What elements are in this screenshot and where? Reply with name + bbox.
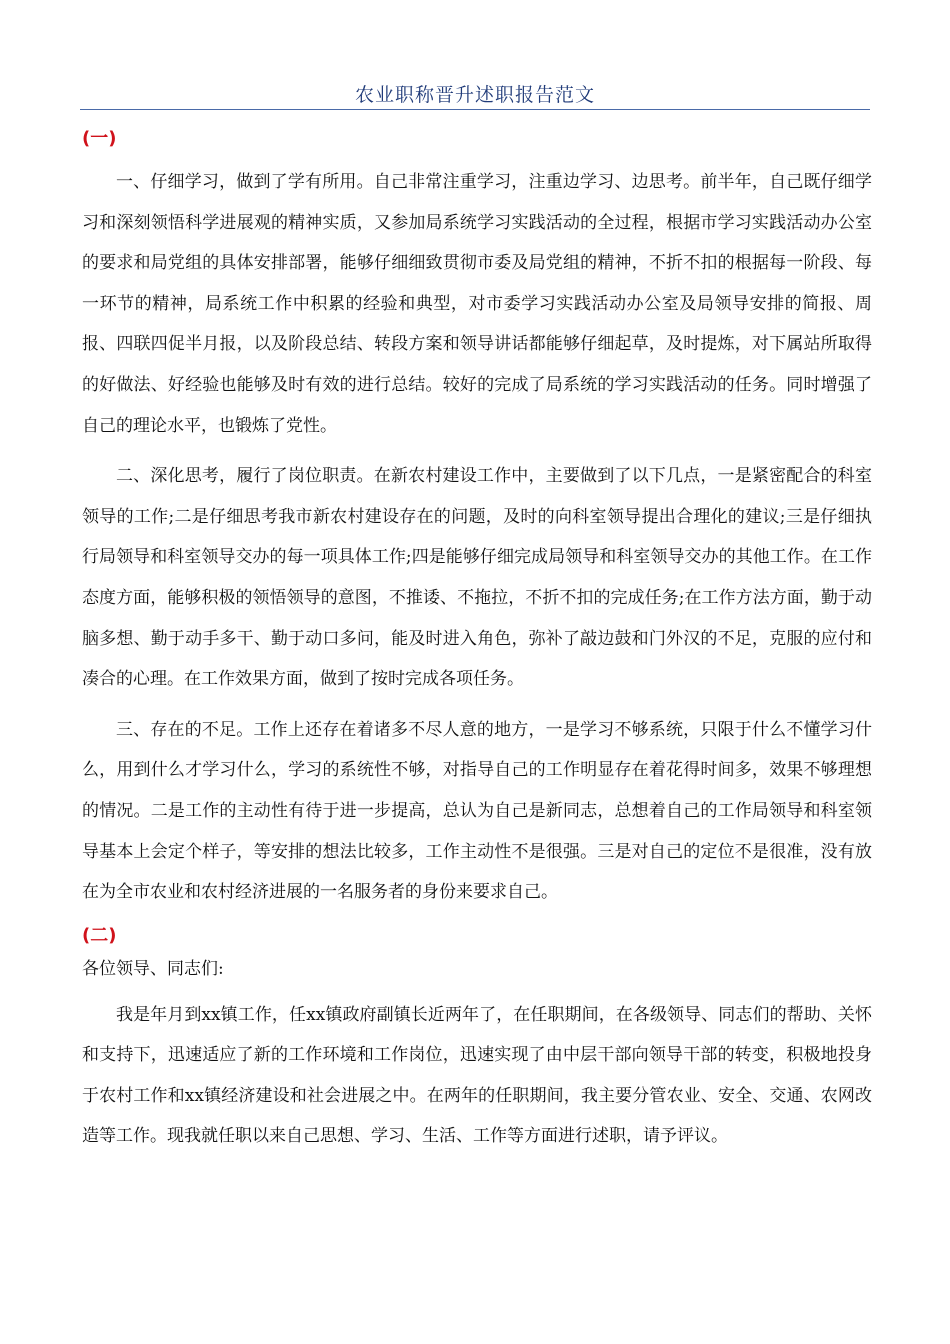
page-title: 农业职称晋升述职报告范文 (354, 84, 595, 106)
salutation: 各位领导、同志们: (82, 958, 224, 979)
paragraph: 三、存在的不足。工作上还存在着诸多不尽人意的地方，一是学习不够系统，只限于什么不懂学习什么，用到什么才学习什么，学习的系统性不够，对指导自己的工作明显存在着花得时间多，效果不够理想的情况。二是工作的主动性有待于进一步提高，总认为自己是新同志，总想着自己的工作局领导和科室领导基本上会定个样子，等安排的想法比较多，工作主动性不是很强。三是对自己的定位不是很准，没有放在为全市农业和农村经济进展的一名服务者的身份来要求自己。 (82, 719, 872, 903)
document-body (82, 126, 872, 1167)
section-heading-2: (二) (82, 924, 117, 946)
title-divider (80, 109, 870, 110)
paragraph: 二、深化思考，履行了岗位职责。在新农村建设工作中，主要做到了以下几点，一是紧密配合的科室领导的工作;二是仔细思考我市新农村建设存在的问题，及时的向科室领导提出合理化的建议;三是仔细执行局领导和科室领导交办的每一项具体工作;四是能够仔细完成局领导和科室领导交办的其他工作。在工作态度方面，能够积极的领悟领导的意图，不推诿、不拖拉，不折不扣的完成任务;在工作方法方面，勤于动脑多想、勤于动手多干、勤于动口多问，能及时进入角色，弥补了敲边鼓和门外汉的不足，克服的应付和凑合的心理。在工作效果方面，做到了按时完成各项任务。 (82, 466, 872, 690)
paragraph: 我是年月到xx镇工作，任xx镇政府副镇长近两年了，在任职期间，在各级领导、同志们的帮助、关怀和支持下，迅速适应了新的工作环境和工作岗位，迅速实现了由中层干部向领导干部的转变，积极地投身于农村工作和xx镇经济建设和社会进展之中。在两年的任职期间，我主要分管农业、安全、交通、农网改造等工作。现我就任职以来自己思想、学习、生活、工作等方面进行述职，请予评议。 (82, 1004, 872, 1147)
paragraph: 一、仔细学习，做到了学有所用。自己非常注重学习，注重边学习、边思考。前半年，自己既仔细学习和深刻领悟科学进展观的精神实质，又参加局系统学习实践活动的全过程，根据市学习实践活动办公室的要求和局党组的具体安排部署，能够仔细细致贯彻市委及局党组的精神，不折不扣的根据每一阶段、每一环节的精神，局系统工作中积累的经验和典型，对市委学习实践活动办公室及局领导安排的简报、周报、四联四促半月报，以及阶段总结、转段方案和领导讲话都能够仔细起草，及时提炼，对下属站所取得的好做法、好经验也能够及时有效的进行总结。较好的完成了局系统的学习实践活动的任务。同时增强了自己的理论水平，也锻炼了党性。 (82, 172, 872, 436)
section-heading-1: (一) (82, 128, 117, 149)
